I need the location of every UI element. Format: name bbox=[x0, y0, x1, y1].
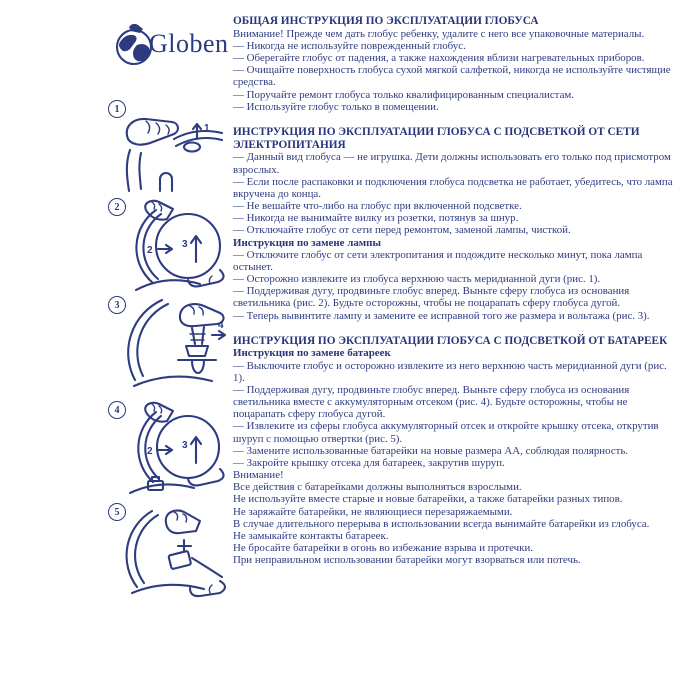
paragraph: Не заряжайте батарейки, не являющиеся перезаряжаемыми. bbox=[233, 505, 513, 518]
paragraph: — Оберегайте глобус от падения, а также нахождения вблизи нагревательных приборов. bbox=[233, 52, 645, 65]
paragraph: Не замыкайте контакты батареек. bbox=[233, 529, 389, 542]
paragraph: Не бросайте батарейки в огонь во избежание взрыва и протечки. bbox=[233, 541, 534, 554]
paragraph: — Не вешайте что-либо на глобус при включенной подсветке. bbox=[233, 200, 522, 213]
paragraph: — Закройте крышку отсека для батареек, закрутив шуруп. bbox=[233, 456, 505, 469]
logo-brand-text: Globen bbox=[149, 29, 229, 58]
figure-2-arrow-label-3: 3 bbox=[182, 239, 188, 250]
section-3-heading: ИНСТРУКЦИЯ ПО ЭКСПЛУАТАЦИИ ГЛОБУСА С ПОДСВЕТКОЙ ОТ БАТАРЕЕК bbox=[233, 334, 668, 347]
figure-3-arrow-label-4: 4 bbox=[218, 320, 224, 331]
paragraph: — Выключите глобус и осторожно извлеките из него верхнюю часть меридианной дуги (рис. 1). bbox=[233, 359, 667, 384]
paragraph: — Никогда не используйте поврежденный глобус. bbox=[233, 39, 466, 52]
figure-4 bbox=[98, 399, 236, 496]
battery-replacement-subheading: Инструкция по замене батареек bbox=[233, 347, 391, 360]
paragraph: — Никогда не вынимайте вилку из розетки, потянув за шнур. bbox=[233, 212, 519, 225]
section-1-heading: ОБЩАЯ ИНСТРУКЦИЯ ПО ЭКСПЛУАТАЦИИ ГЛОБУСА bbox=[233, 15, 539, 27]
figure-1-number-badge: 1 bbox=[108, 100, 126, 118]
figure-1 bbox=[98, 98, 236, 195]
section-2-heading: ИНСТРУКЦИЯ ПО ЭКСПЛУАТАЦИИ ГЛОБУСА С ПОДСВЕТКОЙ ОТ СЕТИ ЭЛЕКТРОПИТАНИЯ bbox=[233, 125, 640, 151]
notice-title: Внимание! bbox=[233, 469, 284, 482]
paragraph: — Данный вид глобуса — не игрушка. Дети должны использовать его только под присмотром взрослых. bbox=[233, 151, 671, 176]
paragraph: При неправильном использовании батарейки могут взорваться или потечь. bbox=[233, 554, 581, 567]
paragraph: — Поддерживая дугу, продвиньте глобус вперед. Выньте сферу глобуса из основания светильника (рис. 2). Будьте осторожны, чтобы не поцарапать сферу глобуса дугой. bbox=[233, 285, 630, 310]
logo bbox=[110, 20, 229, 68]
figure-2-number-badge: 2 bbox=[108, 198, 126, 216]
paragraph: — Если после распаковки и подключения глобуса подсветка не работает, убедитесь, что лампа вкручена до конца. bbox=[233, 175, 673, 200]
paragraph: — Поддерживая дугу, продвиньте глобус вперед. Выньте сферу глобуса из основания светильника вместе с аккумуляторным отсеком (рис. 4). Будьте осторожны, чтобы не поцарапать сферу глобуса дугой. bbox=[233, 383, 630, 421]
figure-4-number-badge: 4 bbox=[108, 401, 126, 419]
figure-4-arrow-label-2: 2 bbox=[147, 446, 153, 457]
paragraph: Не используйте вместе старые и новые батарейки, а также батарейки разных типов. bbox=[233, 493, 623, 506]
figure-2 bbox=[98, 196, 236, 293]
figure-4-arrow-label-3: 3 bbox=[182, 440, 188, 451]
instructions-text bbox=[233, 15, 677, 566]
paragraph: Внимание! Прежде чем дать глобус ребенку, удалите с него все упаковочные материалы. bbox=[233, 27, 645, 40]
paragraph: — Осторожно извлеките из глобуса верхнюю часть меридианной дуги (рис. 1). bbox=[233, 273, 601, 286]
paragraph: — Теперь вывинтите лампу и замените ее исправной того же размера и вольтажа (рис. 3). bbox=[233, 309, 650, 322]
paragraph: — Извлеките из сферы глобуса аккумуляторный отсек и откройте крышку отсека, открутив шуруп с помощью отвертки (рис. 5). bbox=[233, 420, 659, 445]
paragraph: — Отключите глобус от сети электропитания и подождите несколько минут, пока лампа остынет. bbox=[233, 248, 643, 273]
figure-5-number-badge: 5 bbox=[108, 503, 126, 521]
figure-5 bbox=[98, 501, 236, 598]
figure-2-arrow-label-2: 2 bbox=[147, 245, 153, 256]
paragraph: — Очищайте поверхность глобуса сухой мягкой салфеткой, никогда не используйте чистящие средства. bbox=[233, 64, 671, 89]
figure-3 bbox=[98, 294, 236, 391]
paragraph: — Замените использованные батарейки на новые размера АА, соблюдая полярность. bbox=[233, 444, 629, 457]
lamp-replacement-subheading: Инструкция по замене лампы bbox=[233, 236, 381, 249]
figure-3-number-badge: 3 bbox=[108, 296, 126, 314]
figure-1-arrow-label: 1 bbox=[204, 123, 210, 134]
paragraph: В случае длительного перерыва в использовании всегда вынимайте батарейки из глобуса. bbox=[233, 517, 650, 530]
paragraph: — Поручайте ремонт глобуса только квалифицированным специалистам. bbox=[233, 88, 575, 101]
paragraph: — Отключайте глобус от сети перед ремонтом, заменой лампы, чисткой. bbox=[233, 224, 571, 237]
paragraph: Все действия с батарейками должны выполняться взрослыми. bbox=[233, 481, 522, 494]
paragraph: — Используйте глобус только в помещении. bbox=[233, 100, 439, 113]
